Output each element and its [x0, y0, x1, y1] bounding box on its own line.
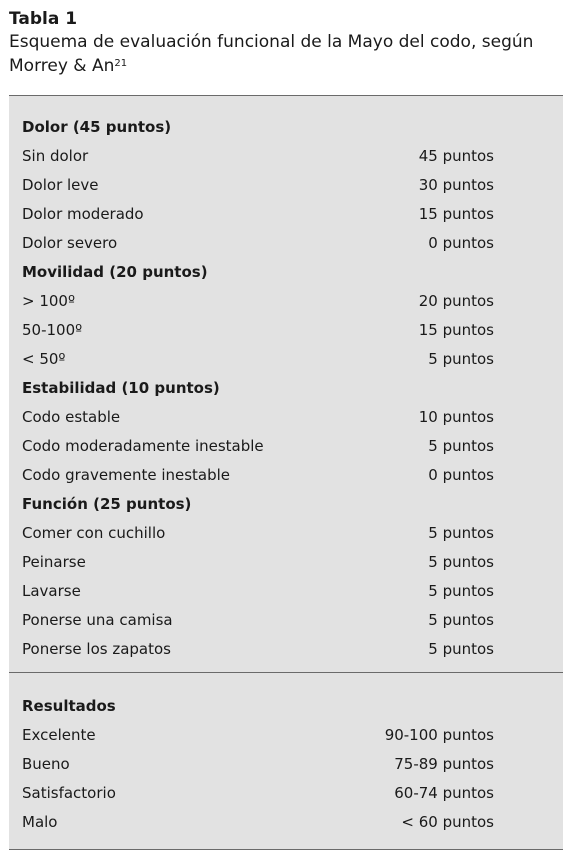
- table-row: [9, 345, 563, 374]
- row-label: Satisfactorio: [22, 784, 116, 802]
- table-row: [9, 635, 563, 664]
- table-row: [9, 606, 563, 635]
- section-divider: [9, 672, 563, 673]
- section-heading-label: Estabilidad (10 puntos): [22, 379, 220, 397]
- row-label: Excelente: [22, 726, 96, 744]
- row-value: 60-74 puntos: [394, 784, 494, 802]
- table-row: [9, 432, 563, 461]
- section-heading-funcion: [9, 490, 563, 519]
- score-table: [9, 95, 563, 850]
- table-number: Tabla 1: [9, 9, 78, 29]
- table-row: [9, 750, 563, 779]
- section-heading-resultados: [9, 692, 563, 721]
- row-label: Codo estable: [22, 408, 121, 426]
- section-heading-dolor: [9, 113, 563, 142]
- results-block: [9, 692, 563, 837]
- table-row: [9, 229, 563, 258]
- row-value: 45 puntos: [418, 147, 494, 165]
- row-label: Comer con cuchillo: [22, 524, 166, 542]
- row-label: Codo moderadamente inestable: [22, 437, 264, 455]
- table-caption: [9, 8, 561, 78]
- section-heading-label: Dolor (45 puntos): [22, 118, 172, 136]
- row-label: Sin dolor: [22, 147, 89, 165]
- row-value: 10 puntos: [418, 408, 494, 426]
- row-value: 5 puntos: [428, 582, 494, 600]
- table-title-line1: Esquema de evaluación funcional de la Mayo del codo, según: [9, 32, 534, 52]
- row-label: > 100º: [22, 292, 76, 310]
- table-row: [9, 548, 563, 577]
- table-row: [9, 461, 563, 490]
- row-label: Dolor leve: [22, 176, 99, 194]
- section-heading-label: Resultados: [22, 697, 116, 715]
- section-heading-estabilidad: [9, 374, 563, 403]
- table-row: [9, 808, 563, 837]
- row-value: 5 puntos: [428, 524, 494, 542]
- row-label: Ponerse los zapatos: [22, 640, 171, 658]
- reference-number: 21: [114, 58, 128, 69]
- row-value: 15 puntos: [418, 321, 494, 339]
- row-label: Dolor moderado: [22, 205, 144, 223]
- row-label: Ponerse una camisa: [22, 611, 173, 629]
- table-row: [9, 577, 563, 606]
- row-value: 5 puntos: [428, 640, 494, 658]
- row-value: 75-89 puntos: [394, 755, 494, 773]
- row-value: 5 puntos: [428, 553, 494, 571]
- row-value: 15 puntos: [418, 205, 494, 223]
- table-row: [9, 403, 563, 432]
- scoring-block: [9, 113, 563, 664]
- row-label: Malo: [22, 813, 58, 831]
- row-value: 90-100 puntos: [384, 726, 494, 744]
- row-value: 0 puntos: [428, 466, 494, 484]
- section-heading-label: Función (25 puntos): [22, 495, 192, 513]
- table-row: [9, 287, 563, 316]
- row-label: Bueno: [22, 755, 70, 773]
- table-row: [9, 200, 563, 229]
- table-row: [9, 779, 563, 808]
- table-row: [9, 519, 563, 548]
- row-label: Codo gravemente inestable: [22, 466, 231, 484]
- row-value: 20 puntos: [418, 292, 494, 310]
- table-row: [9, 721, 563, 750]
- table-title-line2: Morrey & An: [9, 56, 115, 76]
- section-heading-label: Movilidad (20 puntos): [22, 263, 208, 281]
- table-row: [9, 316, 563, 345]
- table-title: [9, 30, 561, 78]
- row-label: 50-100º: [22, 321, 83, 339]
- row-value: 5 puntos: [428, 350, 494, 368]
- table-row: [9, 142, 563, 171]
- section-heading-movilidad: [9, 258, 563, 287]
- table-row: [9, 171, 563, 200]
- row-value: 0 puntos: [428, 234, 494, 252]
- row-label: Dolor severo: [22, 234, 118, 252]
- row-label: Lavarse: [22, 582, 81, 600]
- row-value: 5 puntos: [428, 611, 494, 629]
- row-value: < 60 puntos: [401, 813, 494, 831]
- row-value: 5 puntos: [428, 437, 494, 455]
- row-value: 30 puntos: [418, 176, 494, 194]
- row-label: < 50º: [22, 350, 66, 368]
- row-label: Peinarse: [22, 553, 86, 571]
